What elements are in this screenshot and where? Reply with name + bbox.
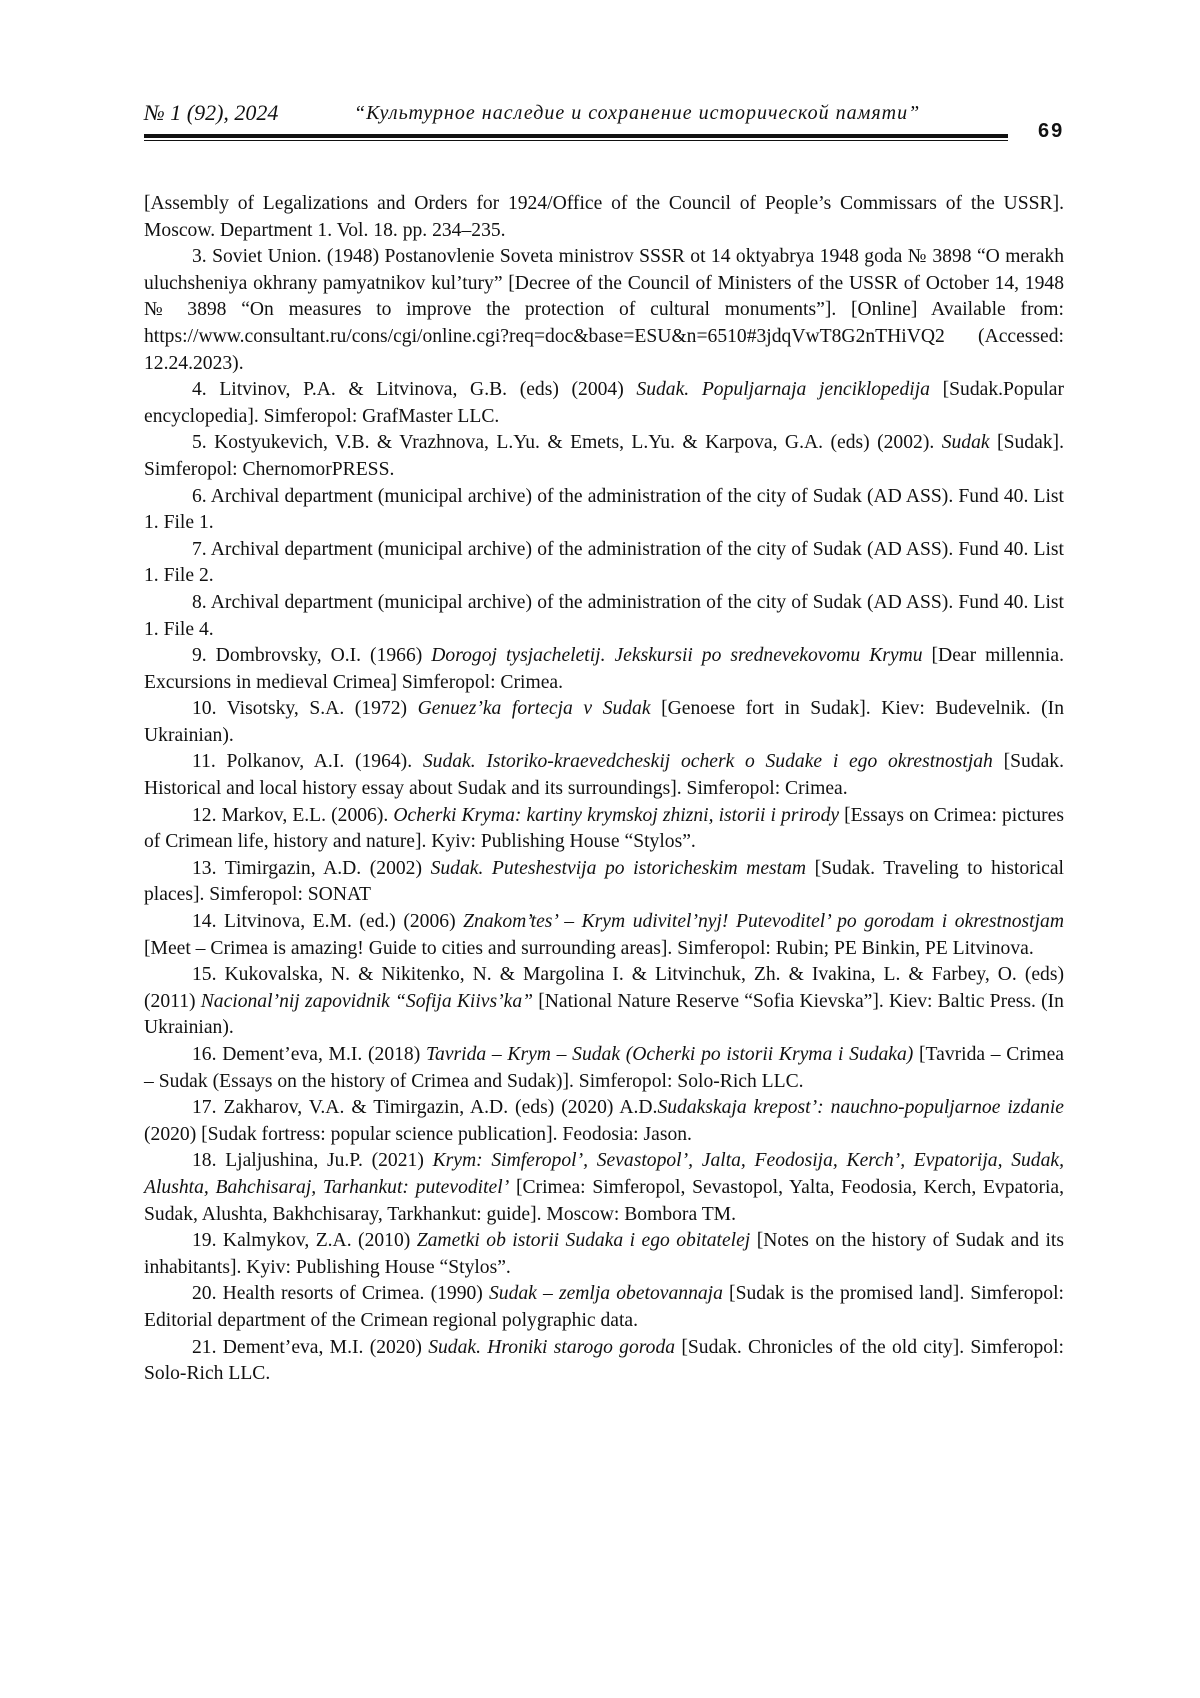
reference-item: 11. Polkanov, A.I. (1964). Sudak. Istoriko-kraevedcheskij ocherk o Sudake i ego okrestnostjah [Sudak. Historical and local history essay about Sudak and its surroundings]. Simferopol: Crimea. xyxy=(144,749,1064,802)
issue-number: № 1 (92), 2024 xyxy=(144,100,278,126)
reference-item: 4. Litvinov, P.A. & Litvinova, G.B. (eds) (2004) Sudak. Populjarnaja jenciklopedija [Sudak.Popular encyclopedia]. Simferopol: GrafMaster LLC. xyxy=(144,377,1064,430)
reference-item: 8. Archival department (municipal archive) of the administration of the city of Sudak (AD ASS). Fund 40. List 1. File 4. xyxy=(144,590,1064,643)
reference-item: 18. Ljaljushina, Ju.P. (2021) Krym: Simferopol’, Sevastopol’, Jalta, Feodosija, Kerch’, Evpatorija, Sudak, Alushta, Bahchisaraj, Tarhankut: putevoditel’ [Crimea: Simferopol, Sevastopol, Yalta, Feodosia, Kerch, Evpatoria, Sudak, Alushta, Bakhchisaray, Tarkhankut: guide]. Moscow: Bombora TM. xyxy=(144,1148,1064,1228)
page-number: 69 xyxy=(1038,120,1064,143)
reference-item: 7. Archival department (municipal archive) of the administration of the city of Sudak (AD ASS). Fund 40. List 1. File 2. xyxy=(144,537,1064,590)
reference-item: 16. Dement’eva, M.I. (2018) Tavrida – Krym – Sudak (Ocherki po istorii Kryma i Sudaka) [Tavrida – Crimea – Sudak (Essays on the history of Crimea and Sudak)]. Simferopol: Solo-Rich LLC. xyxy=(144,1042,1064,1095)
reference-item: 14. Litvinova, E.M. (ed.) (2006) Znakom’tes’ – Krym udivitel’nyj! Putevoditel’ po gorodam i okrestnostjam [Meet – Crimea is amazing! Guide to cities and surrounding areas]. Simferopol: Rubin; PE Binkin, PE Litvinova. xyxy=(144,909,1064,962)
reference-item: 5. Kostyukevich, V.B. & Vrazhnova, L.Yu. & Emets, L.Yu. & Karpova, G.A. (eds) (2002). Sudak [Sudak]. Simferopol: ChernomorPRESS. xyxy=(144,430,1064,483)
reference-item: 13. Timirgazin, A.D. (2002) Sudak. Puteshestvija po istoricheskim mestam [Sudak. Traveling to historical places]. Simferopol: SONAT xyxy=(144,856,1064,909)
reference-list xyxy=(144,191,1064,1388)
journal-title: “Культурное наследие и сохранение исторической памяти” xyxy=(354,102,920,125)
reference-continuation: [Assembly of Legalizations and Orders for 1924/Office of the Council of People’s Commissars of the USSR]. Moscow. Department 1. Vol. 18. pp. 234–235. xyxy=(144,191,1064,244)
reference-item: 19. Kalmykov, Z.A. (2010) Zametki ob istorii Sudaka i ego obitatelej [Notes on the history of Sudak and its inhabitants]. Kyiv: Publishing House “Stylos”. xyxy=(144,1228,1064,1281)
header-rule-thick xyxy=(144,134,1008,138)
journal-page xyxy=(0,0,1200,1698)
reference-item: 10. Visotsky, S.A. (1972) Genuez’ka fortecja v Sudak [Genoese fort in Sudak]. Kiev: Budevelnik. (In Ukrainian). xyxy=(144,696,1064,749)
reference-item: 3. Soviet Union. (1948) Postanovlenie Soveta ministrov SSSR ot 14 oktyabrya 1948 goda № 3898 “O merakh uluchsheniya okhrany pamyatnikov kul’tury” [Decree of the Council of Ministers of the USSR of October 14, 1948 № 3898 “On measures to improve the protection of cultural monuments”]. [Online] Available from: https://www.consultant.ru/cons/cgi/online.cgi?req=doc&base=ESU&n=6510#3jdqVwT8G2nTHiVQ2 (Accessed: 12.24.2023). xyxy=(144,244,1064,377)
reference-item: 6. Archival department (municipal archive) of the administration of the city of Sudak (AD ASS). Fund 40. List 1. File 1. xyxy=(144,484,1064,537)
reference-item: 15. Kukovalska, N. & Nikitenko, N. & Margolina I. & Litvinchuk, Zh. & Ivakina, L. & Farbey, O. (eds) (2011) Nacional’nij zapovidnik “Sofija Kiivs’ka” [National Nature Reserve “Sofia Kievska”]. Kiev: Baltic Press. (In Ukrainian). xyxy=(144,962,1064,1042)
reference-item: 9. Dombrovsky, O.I. (1966) Dorogoj tysjacheletij. Jekskursii po srednevekovomu Krymu [Dear millennia. Excursions in medieval Crimea] Simferopol: Crimea. xyxy=(144,643,1064,696)
reference-item: 17. Zakharov, V.A. & Timirgazin, A.D. (eds) (2020) A.D.Sudakskaja krepost’: nauchno-populjarnoe izdanie (2020) [Sudak fortress: popular science publication]. Feodosia: Jason. xyxy=(144,1095,1064,1148)
reference-item: 20. Health resorts of Crimea. (1990) Sudak – zemlja obetovannaja [Sudak is the promised land]. Simferopol: Editorial department of the Crimean regional polygraphic data. xyxy=(144,1281,1064,1334)
reference-item: 21. Dement’eva, M.I. (2020) Sudak. Hroniki starogo goroda [Sudak. Chronicles of the old city]. Simferopol: Solo-Rich LLC. xyxy=(144,1335,1064,1388)
reference-item: 12. Markov, E.L. (2006). Ocherki Kryma: kartiny krymskoj zhizni, istorii i prirody [Essays on Crimea: pictures of Crimean life, history and nature]. Kyiv: Publishing House “Stylos”. xyxy=(144,803,1064,856)
running-header xyxy=(144,100,1064,144)
header-rule-thin xyxy=(144,140,1008,141)
